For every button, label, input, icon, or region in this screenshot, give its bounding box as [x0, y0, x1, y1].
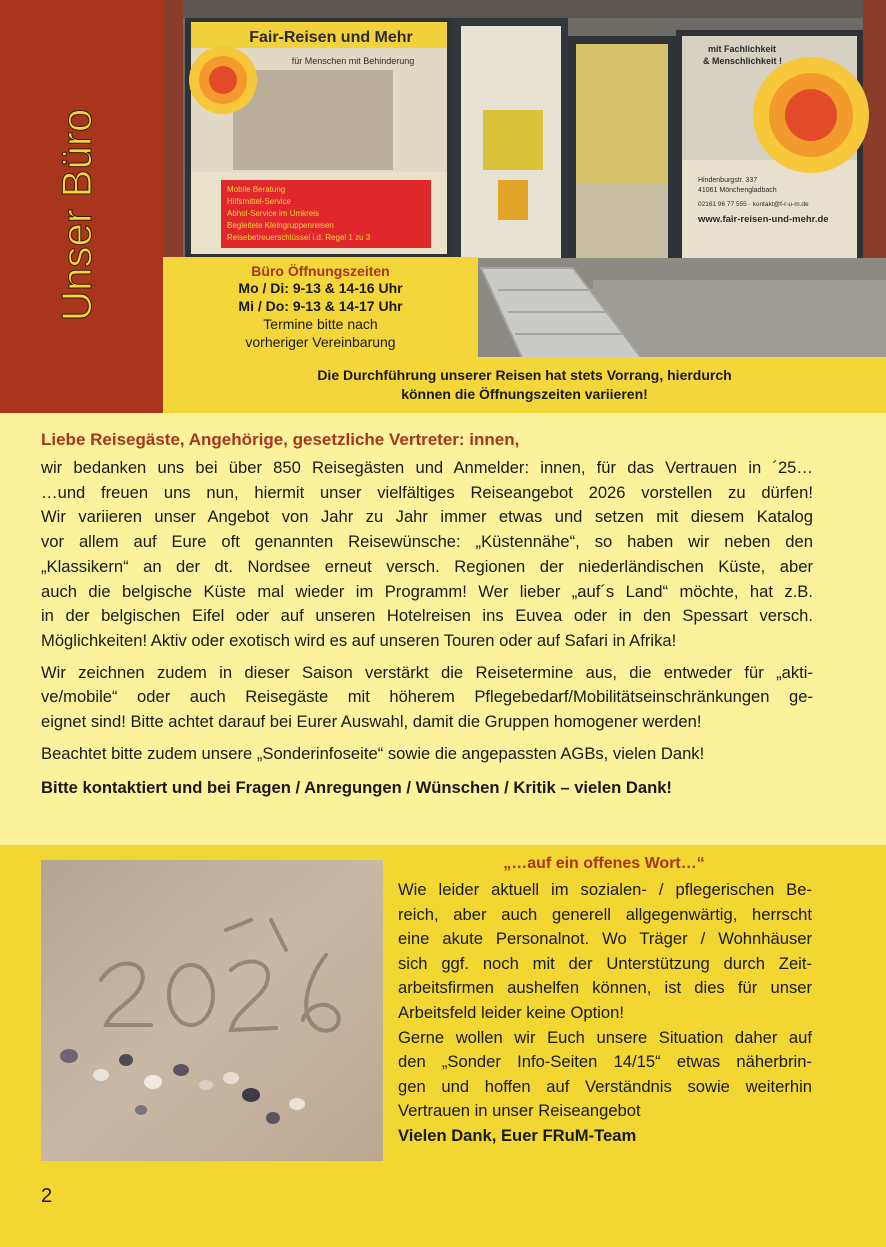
service-line: Abhol-Service im Umkreis: [227, 209, 320, 218]
welcome-letter: [0, 413, 886, 845]
letter-paragraph: [41, 661, 813, 735]
appointment-note: Termine bitte nach: [263, 316, 378, 332]
opening-hours-wed-thu: Mi / Do: 9-13 & 14-17 Uhr: [238, 298, 403, 314]
text-line: wir bedanken uns bei über 850 Reisegästen und Anmelder: innen, für das Vertrauen in ´25…: [41, 458, 813, 477]
text-line: gen und hoffen auf Verständnis sowie weiterhin: [398, 1076, 812, 1096]
text-line: Wir zeichnen zudem in dieser Saison verstärkt die Reisetermine aus, die entweder für „akti-: [41, 662, 813, 682]
slogan-line: mit Fachlichkeit: [708, 44, 777, 54]
text-line: Gerne wollen wir Euch unsere Situation daher auf: [398, 1027, 812, 1047]
address-line: Hindenburgstr. 337: [698, 177, 758, 184]
contact-line: 02161 96 77 555 · kontakt@f-r-u-m.de: [698, 201, 809, 208]
page-number: 2: [41, 1185, 53, 1207]
letter-paragraph: [41, 456, 813, 654]
text-line: Beachtet bitte zudem unsere „Sonderinfoseite“ sowie die angepassten AGBs, vielen Dank!: [41, 743, 705, 763]
side-strip: [0, 0, 163, 413]
text-line: Arbeitsfeld leider keine Option!: [398, 1002, 624, 1022]
open-word-title: „…auf ein offenes Wort…“: [503, 855, 705, 872]
text-line: den „Sonder Info-Seiten 14/15“ etwas näherbrin-: [398, 1052, 812, 1072]
letter-paragraph: [41, 742, 813, 767]
text-line: eine akute Personalnot. Wo Träger / Wohnhäuser: [398, 929, 812, 949]
text-line: in der belgischen Eifel oder auf unseren Hotelreisen ins Euvea oder in den Spessart versch.: [41, 606, 813, 626]
services-poster: [221, 180, 431, 248]
sign-title: Fair-Reisen und Mehr: [249, 29, 413, 46]
service-line: Begleitete Kleingruppenreisen: [227, 221, 334, 230]
open-word-section: [0, 845, 886, 1247]
text-line: Vertrauen in unser Reiseangebot: [398, 1101, 641, 1121]
opening-hours-mon-tue: Mo / Di: 9-13 & 14-16 Uhr: [238, 280, 403, 296]
section-title: [25, 100, 135, 330]
text-line: Wir variieren unser Angebot von Jahr zu Jahr immer etwas und setzen mit diesem Katalog: [41, 507, 813, 527]
appointment-note: vorheriger Vereinbarung: [245, 334, 396, 350]
sun-logo-right: [753, 57, 869, 173]
text-line: eignet sind! Bitte achtet darauf bei Eurer Auswahl, damit die Gruppen homogener werden!: [41, 712, 702, 732]
text-line: vor allem auf Eure oft genannten Reisewünsche: „Küstennähe“, so haben wir neben den: [41, 532, 813, 552]
office-header: [0, 0, 886, 413]
team-signature: Vielen Dank, Euer FRuM-Team: [398, 1125, 637, 1145]
notice-line: können die Öffnungszeiten variieren!: [401, 386, 648, 402]
sign-subtitle: für Menschen mit Behinderung: [291, 56, 415, 66]
text-line: sich ggf. noch mit der Unterstützung durch Zeit-: [398, 953, 812, 973]
letter-body: [41, 456, 813, 801]
text-line: Möglichkeiten! Aktiv oder exotisch wird es auf unseren Touren oder auf Safari in Afrika!: [41, 630, 677, 650]
service-line: Mobile Beratung: [227, 185, 286, 194]
address-line: 41061 Mönchengladbach: [698, 187, 777, 194]
letter-closing: [41, 776, 813, 801]
text-line: Wie leider aktuell im sozialen- / pflegerischen Be-: [398, 880, 812, 899]
slogan-line: & Menschlichkeit !: [703, 56, 783, 66]
section-title-text: Unser Büro: [53, 108, 101, 322]
sun-logo-left: [189, 46, 257, 114]
text-line: arbeitsfirmen aushelfen können, ist dies für unser: [398, 978, 812, 998]
text-line: …und freuen uns nun, hiermit unser vielfältiges Reiseangebot 2026 vorstellen zu dürfen!: [41, 482, 813, 502]
text-line: auch die belgische Küste mal wieder im Programm! Wer lieber „auf´s Land“ möchte, hat z.B.: [41, 581, 813, 601]
text-line: reich, aber auch generell allgegenwärtig, herrscht: [398, 904, 812, 924]
service-line: Hilfsmittel-Service: [227, 197, 292, 206]
priority-notice: [163, 357, 886, 413]
website-line: www.fair-reisen-und-mehr.de: [698, 214, 829, 225]
notice-line: Die Durchführung unserer Reisen hat stets Vorrang, hierdurch: [317, 367, 732, 383]
open-word-body: [398, 878, 812, 1149]
opening-hours-box: [163, 257, 478, 357]
text-line: „Klassikern“ an der dt. Nordsee erneut versch. Regionen der niederländischen Küste, aber: [41, 556, 813, 576]
text-line: Bitte kontaktiert und bei Fragen / Anregungen / Wünschen / Kritik – vielen Dank!: [41, 778, 672, 798]
sand-2026-photo: [41, 860, 383, 1161]
letter-greeting: Liebe Reisegäste, Angehörige, gesetzliche Vertreter: innen,: [41, 430, 520, 449]
text-line: ve/mobile“ oder auch Reisegäste mit höherem Pflegebedarf/Mobilitätseinschränkungen ge-: [41, 687, 813, 707]
service-line: Reisebetreuerschlüssel i.d. Regel 1 zu 3: [227, 233, 371, 242]
opening-hours-title: Büro Öffnungszeiten: [251, 263, 390, 279]
